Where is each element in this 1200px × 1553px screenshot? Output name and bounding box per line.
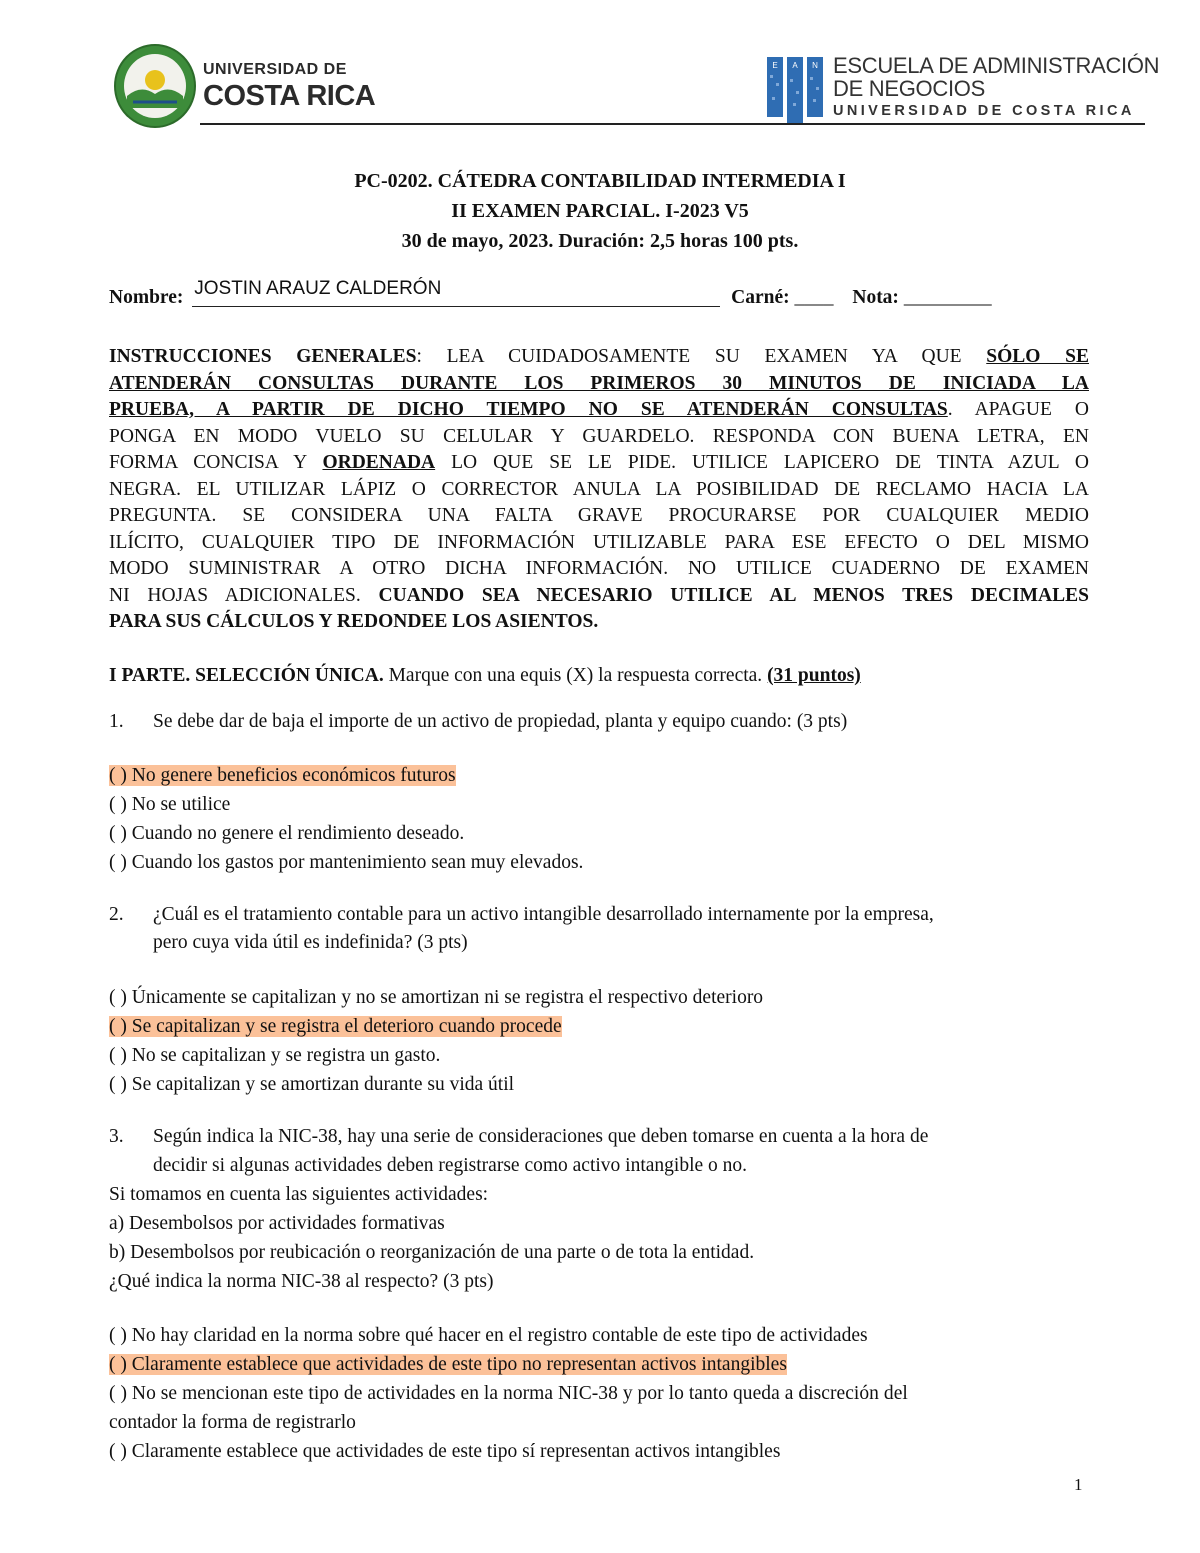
- instructions-line: FORMA CONCISA Y ORDENADA LO QUE SE LE PIDE. UTILICE LAPICERO DE TINTA AZUL O: [109, 452, 1089, 473]
- ean-letter-a: A: [792, 61, 798, 70]
- question-3-cont: decidir si algunas actividades deben registrarse como activo intangible o no.: [153, 1155, 748, 1176]
- student-fields-row: [109, 278, 992, 309]
- instructions-line: PREGUNTA. SE CONSIDERA UNA FALTA GRAVE PROCURARSE POR CUALQUIER MEDIO: [109, 505, 1089, 526]
- name-field[interactable]: [192, 278, 720, 307]
- ean-line3: UNIVERSIDAD DE COSTA RICA: [833, 103, 1135, 119]
- q3-option-b[interactable]: ( ) Claramente establece que actividades de este tipo no representan activos intangibles: [109, 1354, 787, 1375]
- instructions-line: ILÍCITO, CUALQUIER TIPO DE INFORMACIÓN UTILIZABLE PARA ESE EFECTO O DEL MISMO: [109, 531, 1089, 553]
- question-number: 1.: [109, 711, 124, 732]
- q3-activity-a: a) Desembolsos por actividades formativas: [109, 1213, 445, 1234]
- question-text: Se debe dar de baja el importe de un activo de propiedad, planta y equipo cuando: (3 pts): [153, 711, 848, 732]
- course-title: PC-0202. CÁTEDRA CONTABILIDAD INTERMEDIA I: [354, 170, 846, 192]
- exam-title: II EXAMEN PARCIAL. I-2023 V5: [451, 200, 749, 222]
- nota-label: Nota:: [852, 287, 899, 308]
- instructions-line: NI HOJAS ADICIONALES. CUANDO SEA NECESARIO UTILICE AL MENOS TRES DECIMALES: [109, 584, 1089, 606]
- instructions-line: INSTRUCCIONES GENERALES: LEA CUIDADOSAMENTE SU EXAMEN YA QUE SÓLO SE: [109, 346, 1089, 367]
- header-divider: [200, 123, 1145, 125]
- question-2-cont: pero cuya vida útil es indefinida? (3 pts): [153, 932, 468, 953]
- general-instructions: [109, 344, 1089, 636]
- ean-line1: ESCUELA DE ADMINISTRACIÓN: [833, 53, 1160, 78]
- instructions-line: PONGA EN MODO VUELO SU CELULAR Y GUARDELO. RESPONDA CON BUENA LETRA, EN: [109, 425, 1089, 447]
- nota-field[interactable]: _________: [903, 287, 992, 308]
- question-1: [109, 711, 847, 733]
- ucr-line1: UNIVERSIDAD DE: [203, 61, 347, 78]
- ucr-seal-logo: [113, 44, 197, 128]
- q1-option-a[interactable]: ( ) No genere beneficios económicos futuros: [109, 765, 456, 786]
- question-number: 3.: [109, 1126, 124, 1147]
- q2-option-d[interactable]: ( ) Se capitalizan y se amortizan durante su vida útil: [109, 1074, 515, 1095]
- instructions-line: PRUEBA, A PARTIR DE DICHO TIEMPO NO SE ATENDERÁN CONSULTAS. APAGUE O: [109, 399, 1089, 420]
- ean-logo: [765, 57, 825, 123]
- q3-prompt: ¿Qué indica la norma NIC-38 al respecto? (3 pts): [109, 1271, 494, 1292]
- q2-option-a[interactable]: ( ) Únicamente se capitalizan y no se amortizan ni se registra el respectivo deterioro: [109, 987, 764, 1008]
- ean-letter-n: N: [812, 61, 818, 70]
- q1-option-c[interactable]: ( ) Cuando no genere el rendimiento deseado.: [109, 823, 465, 844]
- instructions-line: NEGRA. EL UTILIZAR LÁPIZ O CORRECTOR ANULA LA POSIBILIDAD DE RECLAMO HACIA LA: [109, 478, 1089, 500]
- instructions-line: MODO SUMINISTRAR A OTRO DICHA INFORMACIÓN. NO UTILICE CUADERNO DE EXAMEN: [109, 558, 1089, 579]
- part1-heading: I PARTE. SELECCIÓN ÚNICA. Marque con una equis (X) la respuesta correcta. (31 puntos): [109, 665, 861, 686]
- instructions-heading: INSTRUCCIONES GENERALES: [109, 346, 417, 367]
- ucr-wordmark: [203, 62, 375, 111]
- ean-line2: DE NEGOCIOS: [833, 76, 985, 101]
- q1-option-b[interactable]: ( ) No se utilice: [109, 794, 231, 815]
- q3-context: Si tomamos en cuenta las siguientes actividades:: [109, 1184, 489, 1205]
- ucr-line2: COSTA RICA: [203, 80, 376, 112]
- q3-option-c[interactable]: ( ) No se mencionan este tipo de actividades en la norma NIC-38 y por lo tanto queda a discreción del: [109, 1383, 908, 1404]
- exam-date-duration: 30 de mayo, 2023. Duración: 2,5 horas 100 pts.: [401, 230, 799, 252]
- instructions-line: ATENDERÁN CONSULTAS DURANTE LOS PRIMEROS 30 MINUTOS DE INICIADA LA: [109, 372, 1089, 394]
- question-2: [109, 904, 934, 926]
- question-text: ¿Cuál es el tratamiento contable para un activo intangible desarrollado internamente por la empresa,: [153, 904, 934, 925]
- carne-label: Carné:: [731, 287, 790, 308]
- page-number: 1: [1074, 1475, 1083, 1494]
- q2-option-c[interactable]: ( ) No se capitalizan y se registra un gasto.: [109, 1045, 441, 1066]
- q1-option-d[interactable]: ( ) Cuando los gastos por mantenimiento sean muy elevados.: [109, 852, 584, 873]
- name-label: Nombre:: [109, 287, 184, 308]
- q3-option-a[interactable]: ( ) No hay claridad en la norma sobre qué hacer en el registro contable de este tipo de actividades: [109, 1325, 868, 1346]
- q3-option-c-cont: contador la forma de registrarlo: [109, 1412, 356, 1433]
- q3-activity-b: b) Desembolsos por reubicación o reorganización de una parte o de tota la entidad.: [109, 1242, 755, 1263]
- q3-option-d[interactable]: ( ) Claramente establece que actividades de este tipo sí representan activos intangibles: [109, 1441, 781, 1462]
- instructions-line: PARA SUS CÁLCULOS Y REDONDEE LOS ASIENTOS.: [109, 611, 599, 632]
- name-value: JOSTIN ARAUZ CALDERÓN: [194, 278, 442, 299]
- ean-letter-e: E: [772, 61, 778, 70]
- carne-field[interactable]: ____: [794, 287, 834, 308]
- q2-option-b[interactable]: ( ) Se capitalizan y se registra el deterioro cuando procede: [109, 1016, 562, 1037]
- question-number: 2.: [109, 904, 124, 925]
- question-3: [109, 1126, 928, 1148]
- question-text: Según indica la NIC-38, hay una serie de consideraciones que deben tomarse en cuenta a la hora de: [153, 1126, 929, 1147]
- ean-wordmark: [833, 55, 1159, 119]
